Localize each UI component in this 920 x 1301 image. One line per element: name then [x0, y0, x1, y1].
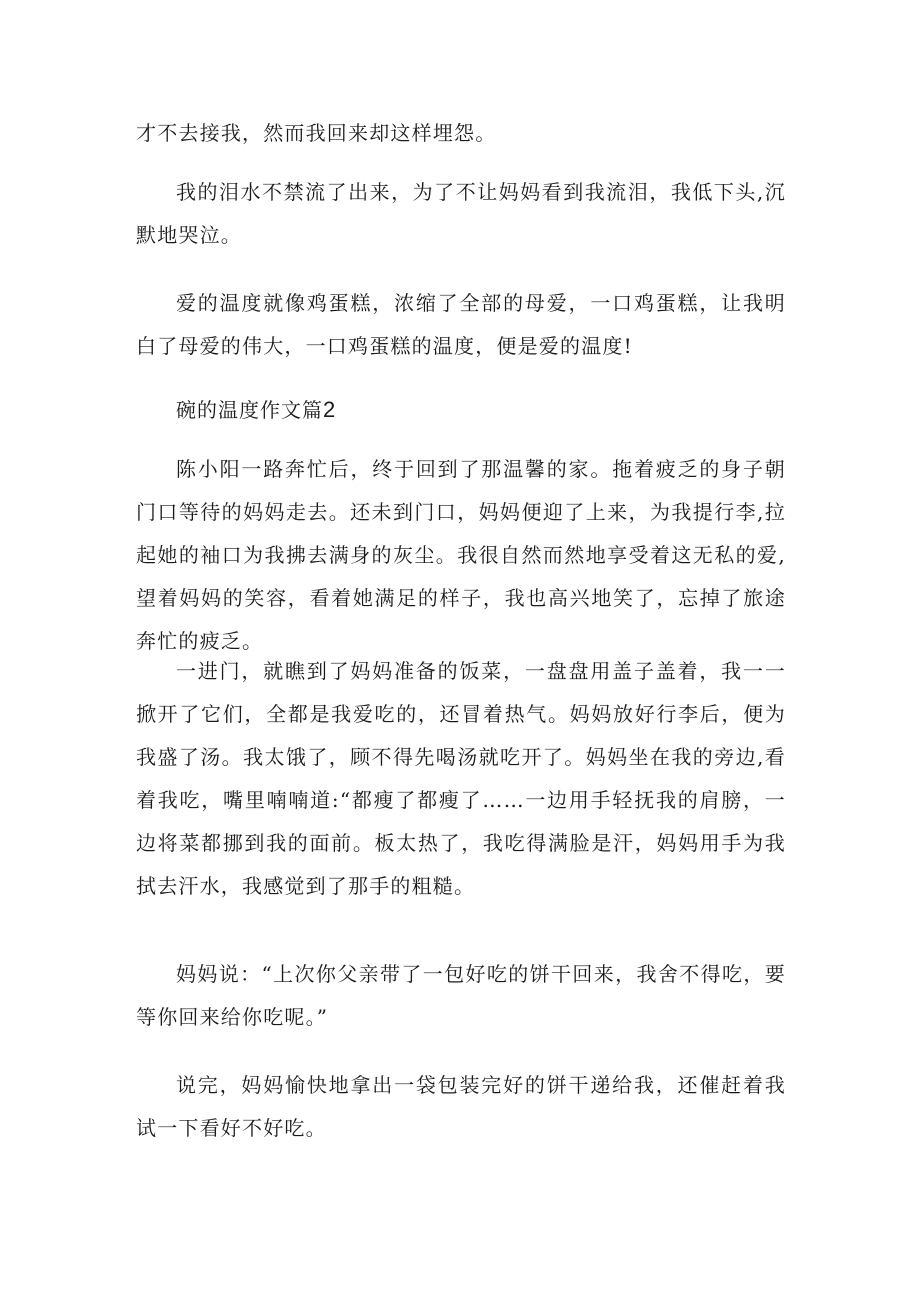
- section-heading: [176, 395, 336, 425]
- paragraph-continuation: 才不去接我，然而我回来却这样埋怨。: [136, 121, 497, 145]
- paragraph-arrival: 陈小阳一路奔忙后，终于回到了那温馨的家。拖着疲乏的身子朝门口等待的妈妈走去。还未到门口，妈妈便迎了上来，为我提行李,拉起她的袖口为我拂去满身的灰尘。我很自然而然地享受着这无私的爱,望着妈妈的笑容，看着她满足的样子，我也高兴地笑了，忘掉了旅途奔忙的疲乏。: [136, 457, 786, 653]
- paragraph-dinner: 一进门，就瞧到了妈妈准备的饭菜，一盘盘用盖子盖着，我一一掀开了它们，全都是我爱吃的，还冒着热气。妈妈放好行李后，便为我盛了汤。我太饿了，顾不得先喝汤就吃开了。妈妈坐在我的旁边,看着我吃，嘴里喃喃道:“都瘦了都瘦了……一边用手轻抚我的肩膀，一边将菜都挪到我的面前。板太热了，我吃得满脸是汗，妈妈用手为我拭去汗水，我感觉到了那手的粗糙。: [136, 659, 786, 898]
- section-heading-number: 2: [323, 397, 337, 422]
- section-heading-text: 碗的温度作文篇: [176, 398, 323, 422]
- paragraph-warmth-of-love: 爱的温度就像鸡蛋糕，浓缩了全部的母爱，一口鸡蛋糕，让我明白了母爱的伟大，一口鸡蛋糕的温度，便是爱的温度!: [136, 291, 786, 358]
- paragraph-mom-says: 妈妈说：“上次你父亲带了一包好吃的饼干回来，我舍不得吃，要等你回来给你吃呢。”: [136, 962, 786, 1029]
- paragraph-biscuits: 说完，妈妈愉快地拿出一袋包装完好的饼干递给我，还催赶着我试一下看好不好吃。: [136, 1073, 786, 1140]
- paragraph-tears: 我的泪水不禁流了出来，为了不让妈妈看到我流泪，我低下头,沉默地哭泣。: [136, 180, 786, 247]
